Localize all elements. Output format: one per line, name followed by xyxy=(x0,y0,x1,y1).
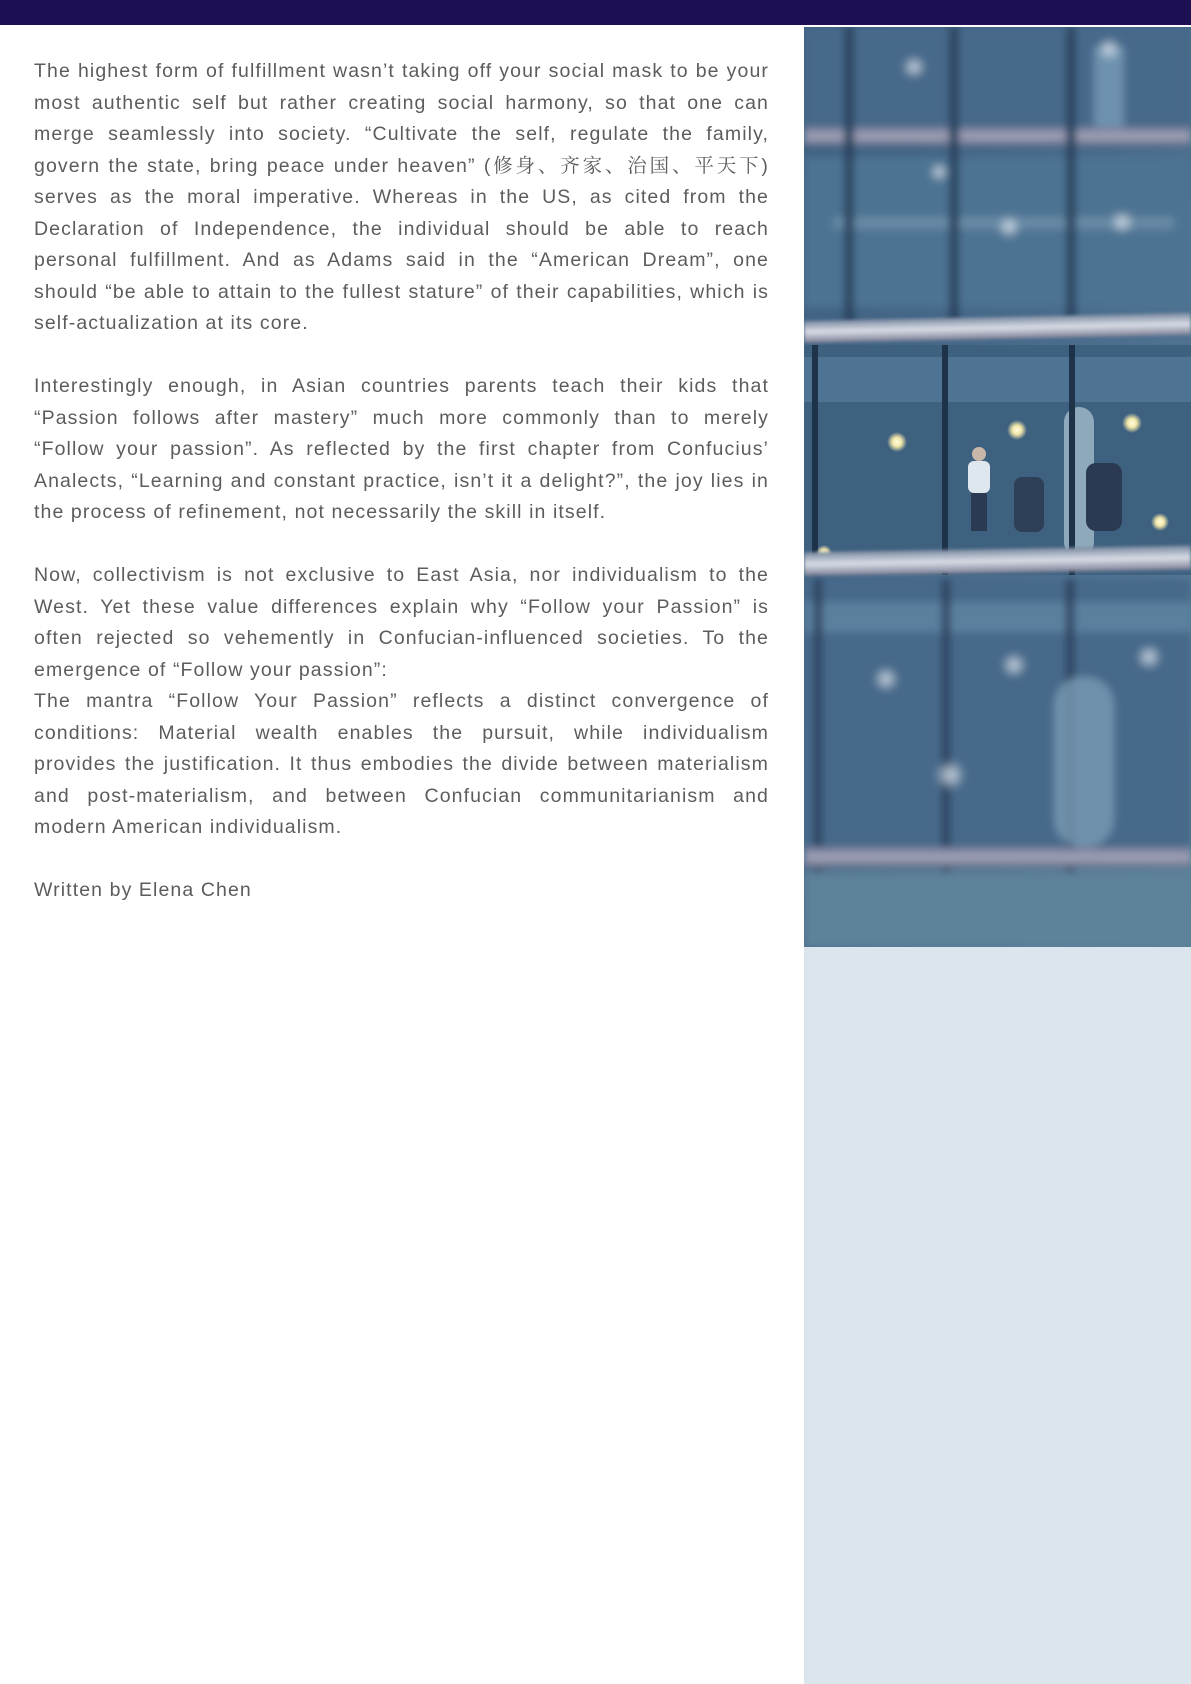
lower-floor xyxy=(804,579,1191,947)
paragraph-passion-mastery: Interestingly enough, in Asian countries parents teach their kids that “Passion follows after mastery” much more commonly than to merely “Follow your passion”. As reflected by the first chapter from Confucius’ Analects, “Learning and constant practice, isn’t it a delight?”, the joy lies in the process of refinement, not necessarily the skill in itself. xyxy=(34,375,769,523)
middle-floor xyxy=(804,345,1191,575)
article-body xyxy=(34,56,769,938)
byline: Written by Elena Chen xyxy=(34,879,252,901)
upper-floor xyxy=(804,27,1191,327)
paragraph-social-harmony: The highest form of fulfillment wasn’t taking off your social mask to be your most authentic self but rather creating social harmony, so that one can merge seamlessly into society. “Cultivate the self, regulate the family, govern the state, bring peace under heaven” (修身、齐家、治国、平天下) serves as the moral imperative. Whereas in the US, as cited from the Declaration of Independence, the individual should be able to reach personal fulfillment. And as Adams said in the “American Dream”, one should “be able to attain to the fullest stature” of their capabilities, which is self-actualization at its core. xyxy=(34,60,769,334)
building-photo xyxy=(804,27,1191,947)
paragraph-mantra: The mantra “Follow Your Passion” reflects a distinct convergence of conditions: Material wealth enables the pursuit, while individualism provides the justification. It thus embodies the divide between materialism and post-materialism, and between Confucian communitarianism and modern American individualism. xyxy=(34,690,769,838)
paragraph-collectivism: Now, collectivism is not exclusive to East Asia, nor individualism to the West. Yet these value differences explain why “Follow your Passion” is often rejected so vehemently in Confucian-influenced societies. To the emergence of “Follow your passion”: xyxy=(34,564,769,681)
top-bar xyxy=(0,0,1191,27)
